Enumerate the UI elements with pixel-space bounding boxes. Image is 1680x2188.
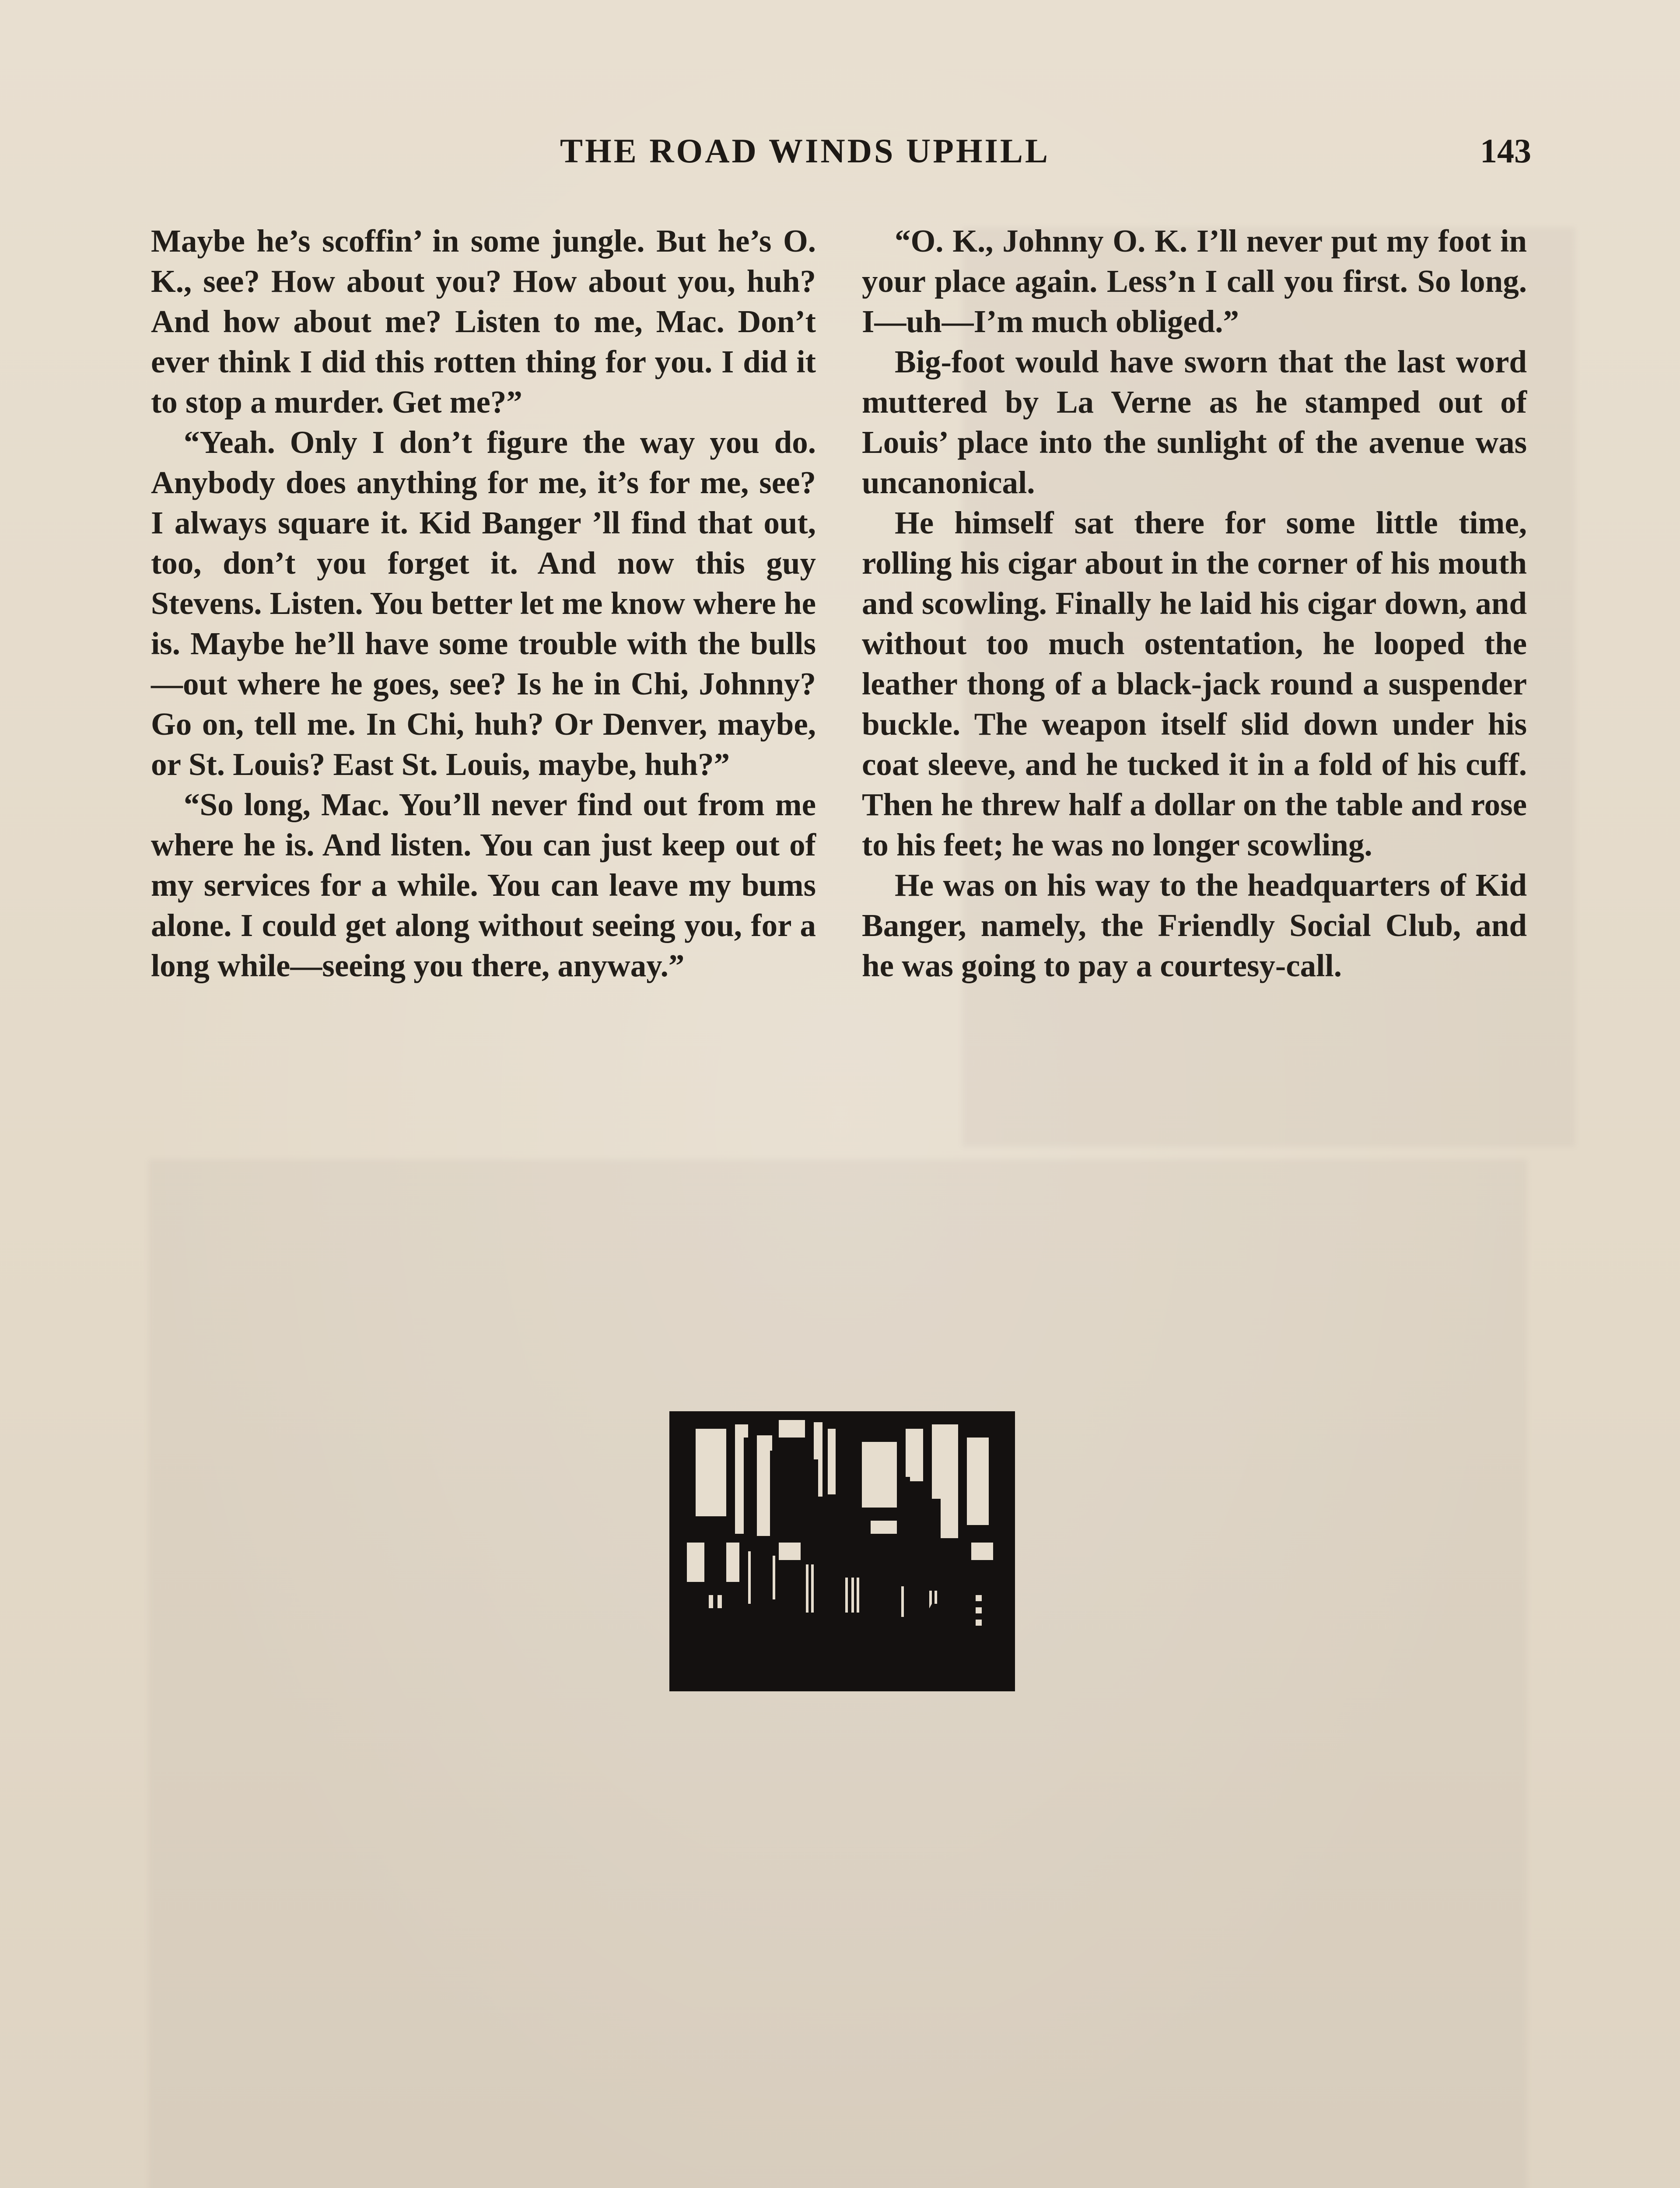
left-text-column bbox=[151, 221, 816, 986]
paragraph: He was on his way to the headquarters of Kid Banger, namely, the Friendly Social Club, and he was going to pay a courtesy-call. bbox=[862, 867, 1527, 983]
running-head: THE ROAD WINDS UPHILL bbox=[560, 132, 1050, 170]
right-text-column bbox=[862, 221, 1527, 986]
page-header bbox=[149, 127, 1531, 175]
page-number: 143 bbox=[1480, 132, 1531, 170]
paragraph: “So long, Mac. You’ll never find out from me where he is. And listen. You can just keep out of my services for a while. You can leave my bums alone. I could get along without seeing you, for a long while—seeing you there, anyway.” bbox=[151, 787, 816, 983]
city-skyline-woodcut-icon bbox=[669, 1411, 1015, 1691]
paragraph: “O. K., Johnny O. K. I’ll never put my foot in your place again. Less’n I call you first. So long. I—uh—I’m much obliged.” bbox=[862, 223, 1527, 339]
paragraph: Maybe he’s scoffin’ in some jungle. But he’s O. K., see? How about you? How about you, huh? And how about me? Listen to me, Mac. Don’t ever think I did this rotten thing for you. I did it to stop a murder. Get me?” bbox=[151, 223, 816, 420]
paragraph: He himself sat there for some little time, rolling his cigar about in the corner of his mouth and scowling. Finally he laid his cigar down, and without too much ostentation, he looped the leather thong of a black-jack round a suspender buckle. The weapon itself slid down under his coat sleeve, and he tucked it in a fold of his cuff. Then he threw half a dollar on the table and rose to his feet; he was no longer scowling. bbox=[862, 505, 1527, 863]
paragraph: Big-foot would have sworn that the last word muttered by La Verne as he stamped out of Louis’ place into the sunlight of the avenue was uncanonical. bbox=[862, 344, 1527, 500]
paragraph: “Yeah. Only I don’t figure the way you do. Anybody does anything for me, it’s for me, see? I always square it. Kid Banger ’ll find that out, too, don’t you forget it. And now this guy Stevens. Listen. You better let me know where he is. Maybe he’ll have some trouble with the bulls—out where he goes, see? Is he in Chi, Johnny? Go on, tell me. In Chi, huh? Or Denver, maybe, or St. Louis? East St. Louis, maybe, huh?” bbox=[151, 424, 816, 782]
